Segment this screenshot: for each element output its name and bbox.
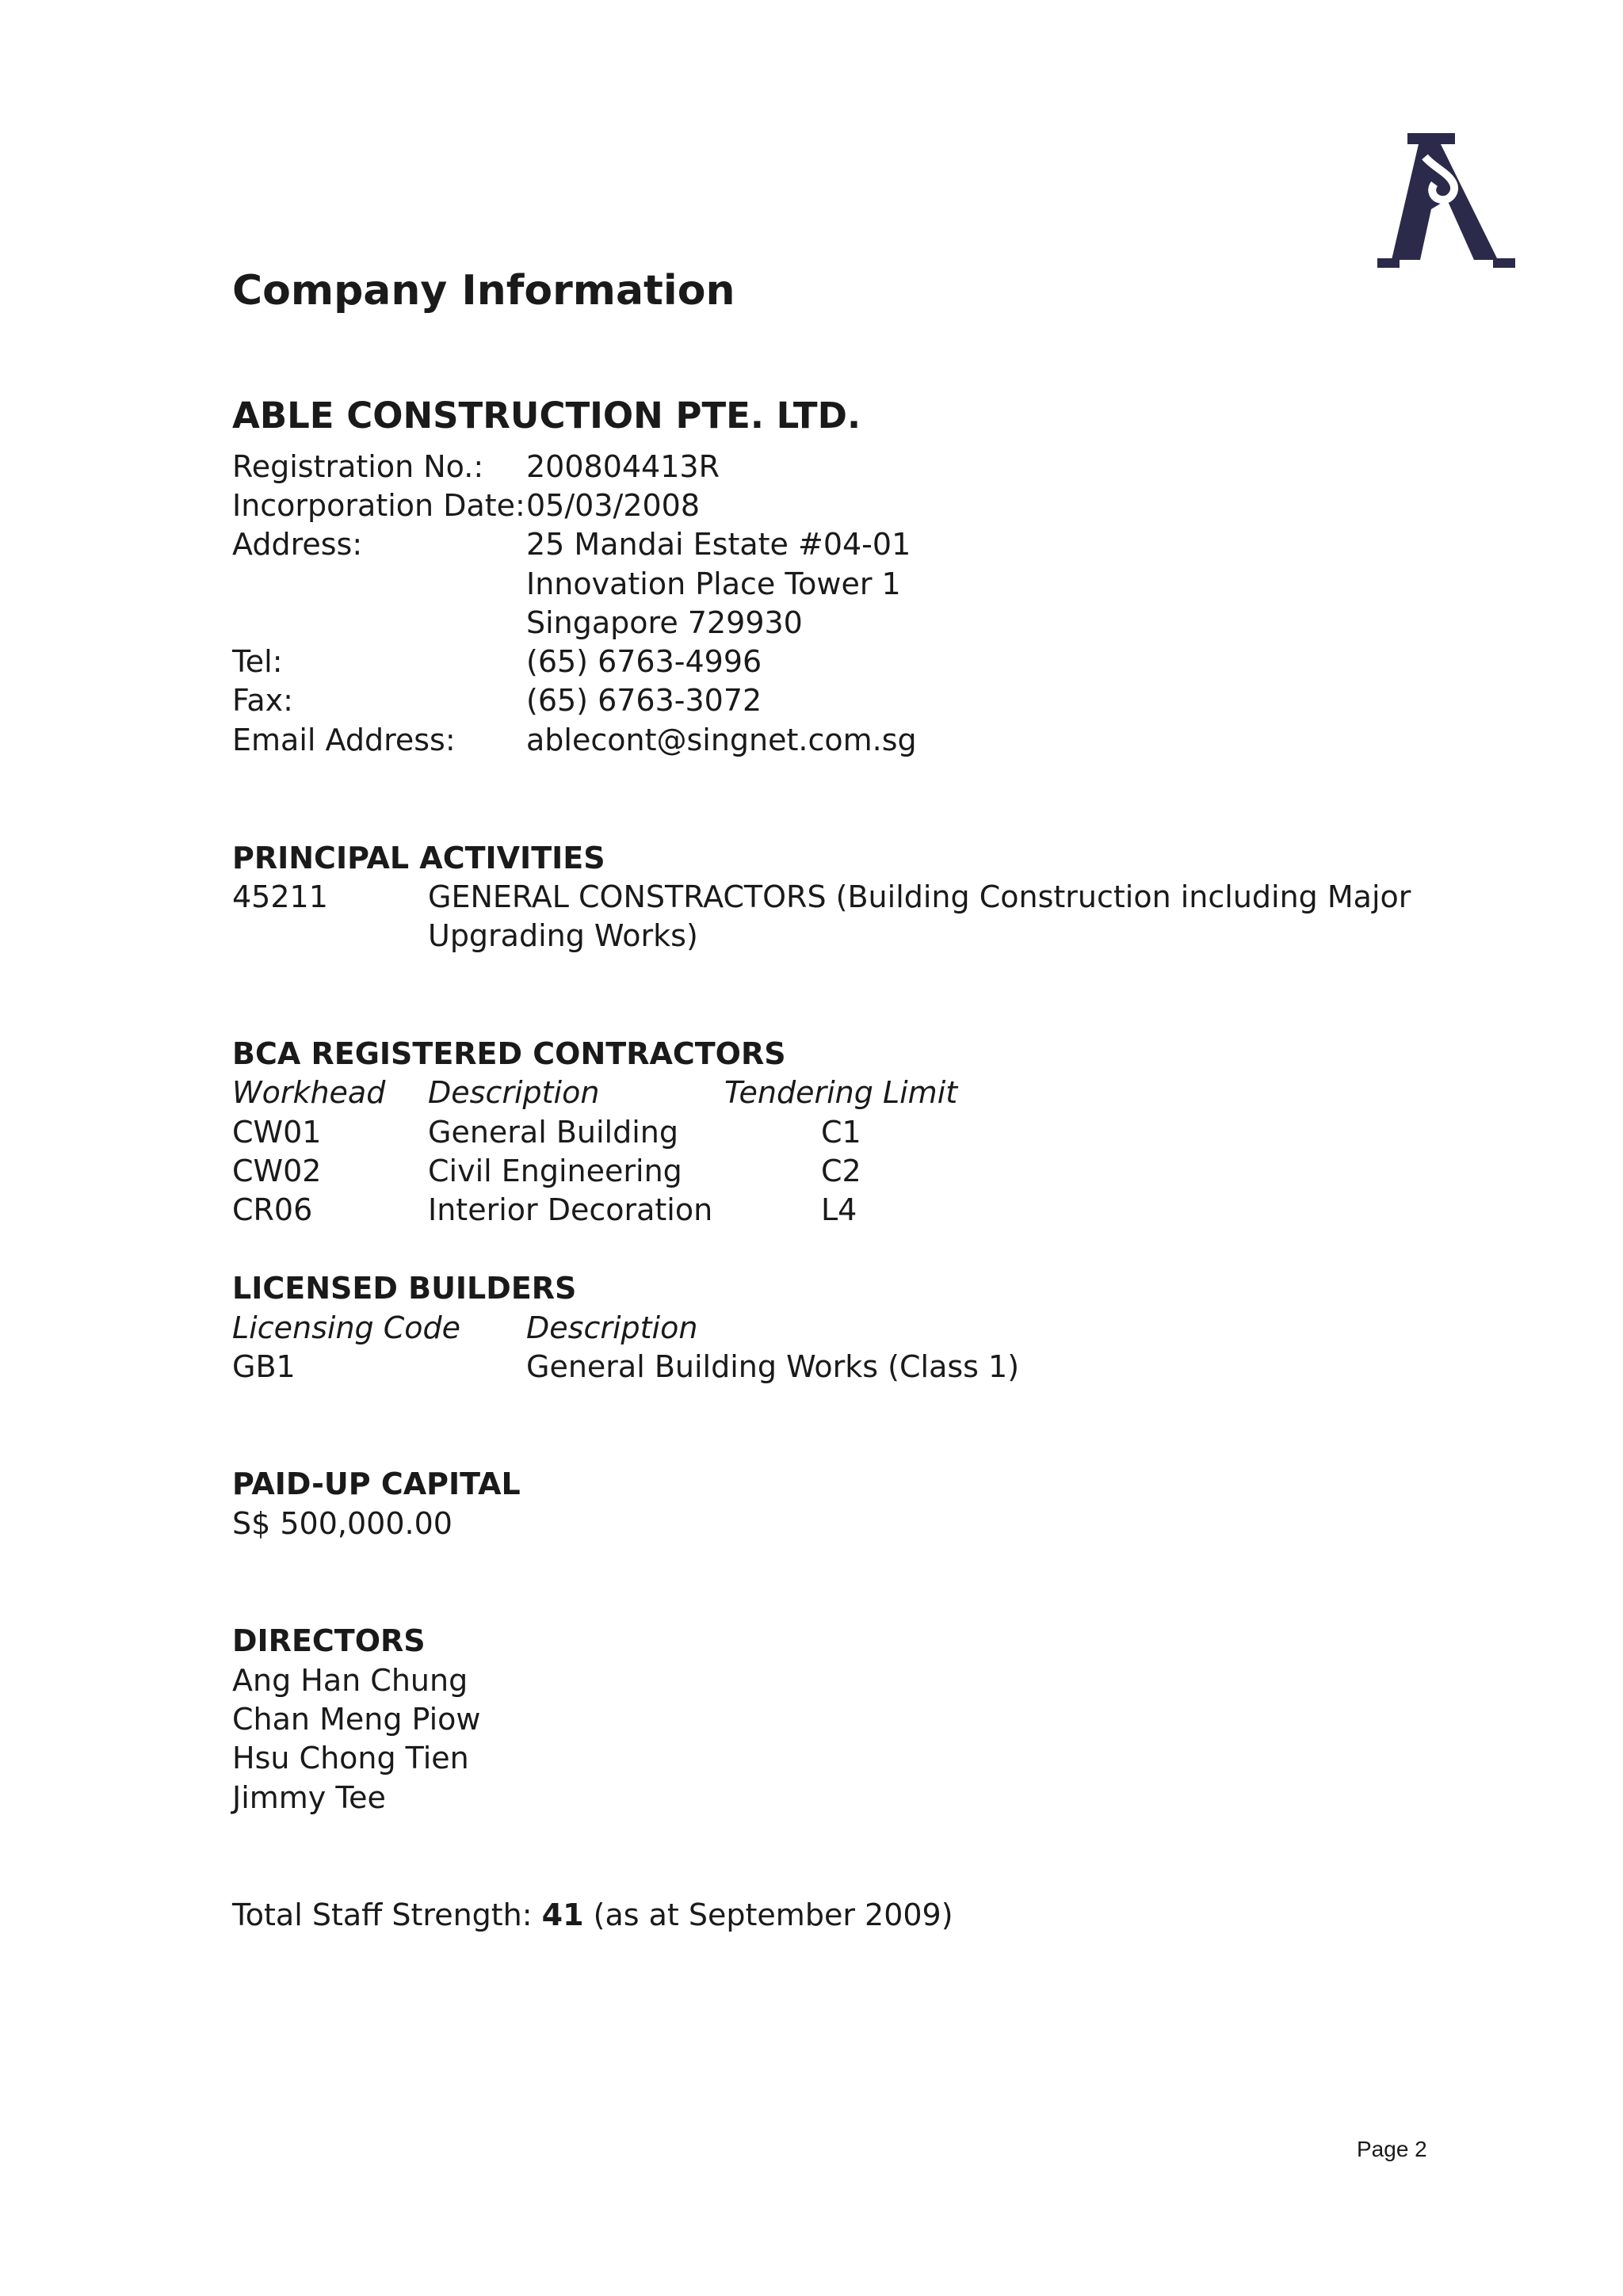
- address-line: Innovation Place Tower 1: [526, 566, 901, 601]
- tendering-limit: L4: [821, 1192, 857, 1227]
- activity-code: 45211: [232, 879, 328, 914]
- staff-strength: [232, 1897, 953, 1932]
- address-line: 25 Mandai Estate #04-01: [526, 527, 911, 562]
- staff-count: 41: [541, 1897, 584, 1932]
- capital-value: S$ 500,000.00: [232, 1506, 453, 1541]
- field-label: Address:: [232, 527, 363, 562]
- field-label: Email Address:: [232, 723, 456, 757]
- workhead-description: General Building: [428, 1115, 678, 1150]
- tendering-limit: C2: [821, 1154, 861, 1188]
- director-name: Chan Meng Piow: [232, 1702, 481, 1737]
- page-number: Page 2: [1357, 2137, 1427, 2161]
- bca-heading: BCA REGISTERED CONTRACTORS: [232, 1036, 786, 1071]
- company-logo-icon: [1377, 133, 1515, 268]
- workhead-description: Interior Decoration: [428, 1192, 713, 1227]
- licensing-code: GB1: [232, 1349, 296, 1384]
- director-name: Ang Han Chung: [232, 1663, 468, 1698]
- field-label: Incorporation Date:: [232, 488, 525, 523]
- workhead-code: CR06: [232, 1192, 313, 1227]
- company-name: ABLE CONSTRUCTION PTE. LTD.: [232, 395, 861, 437]
- column-header: Workhead: [232, 1075, 386, 1110]
- activity-description: GENERAL CONSTRACTORS (Building Construction including Major: [428, 879, 1411, 914]
- column-header: Description: [428, 1075, 600, 1110]
- staff-note: (as at September 2009): [593, 1897, 953, 1932]
- workhead-code: CW01: [232, 1115, 322, 1150]
- column-header: Description: [526, 1310, 698, 1345]
- staff-strength-label: Total Staff Strength:: [232, 1897, 533, 1932]
- director-name: Hsu Chong Tien: [232, 1741, 469, 1775]
- page-title: Company Information: [232, 267, 735, 315]
- workhead-description: Civil Engineering: [428, 1154, 682, 1188]
- field-label: Registration No.:: [232, 449, 484, 484]
- registration-number: 200804413R: [526, 449, 720, 484]
- licensing-description: General Building Works (Class 1): [526, 1349, 1020, 1384]
- column-header: Licensing Code: [232, 1310, 461, 1345]
- licensed-builders-heading: LICENSED BUILDERS: [232, 1271, 577, 1306]
- fax: (65) 6763-3072: [526, 683, 762, 718]
- address-line: Singapore 729930: [526, 605, 803, 640]
- principal-activities-heading: PRINCIPAL ACTIVITIES: [232, 841, 605, 875]
- director-name: Jimmy Tee: [232, 1780, 386, 1815]
- telephone: (65) 6763-4996: [526, 644, 762, 679]
- field-label: Fax:: [232, 683, 293, 718]
- capital-heading: PAID-UP CAPITAL: [232, 1466, 521, 1501]
- workhead-code: CW02: [232, 1154, 322, 1188]
- incorporation-date: 05/03/2008: [526, 488, 701, 523]
- column-header: Tendering Limit: [724, 1075, 958, 1110]
- tendering-limit: C1: [821, 1115, 861, 1150]
- activity-description: Upgrading Works): [428, 918, 698, 953]
- field-label: Tel:: [232, 644, 283, 679]
- directors-heading: DIRECTORS: [232, 1623, 426, 1658]
- email-address: ablecont@singnet.com.sg: [526, 723, 917, 757]
